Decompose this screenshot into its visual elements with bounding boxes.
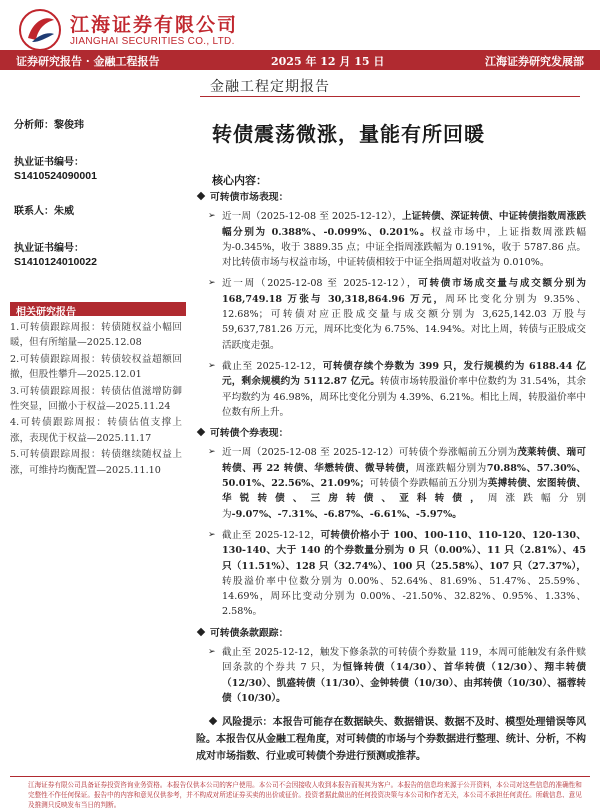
document-type: 金融工程定期报告 [210,79,330,95]
related-item[interactable]: 5.可转债跟踪周报：转债继续随权益上涨，可维持均衡配置—2025.11.10 [10,449,182,476]
diamond-bullet-icon [197,428,205,436]
text-run: 近一周（2025-12-08 至 2025-12-12）， [222,211,403,223]
doctype-divider [200,96,580,97]
section-heading-market: 可转债市场表现： [196,190,586,205]
bold-text-run: -9.07%、-7.31%、-6.87%、-6.61%、-5.97%。 [231,508,462,520]
arrow-bullet-icon: ➢ [208,278,216,289]
cert2-value: S1410124010022 [14,256,97,268]
text-run: 转债市场转股溢价率中位数约为 31.54%，其余平均数约为 46.98%，周环比变化分别为 4.39%、6.21%。相比上周，转股溢价率中位数有所上升。 [222,376,586,418]
bold-text-run: 可转债存续个券数为 399 只，发行规模约为 6188.44 亿元，剩余规模约为 5112.87 亿元。 [222,360,586,388]
cert1-value: S1410524090001 [14,170,97,182]
core-content-label: 核心内容： [212,174,267,187]
paragraph [196,209,586,270]
paragraph [196,359,586,420]
bold-text-run: 70.88%、57.30%、50.01%、22.56%、21.09%； [222,462,587,490]
related-item[interactable]: 1.可转债跟踪周报：转债随权益小幅回暖，但有所缩量—2025.12.08 [10,322,182,349]
section-heading-terms: 可转债条款跟踪： [196,626,586,641]
contact-label: 联系人：朱威 [14,206,74,217]
related-item[interactable]: 4.可转债跟踪周报：转债估值支撑上涨，表现优于权益—2025.11.17 [10,417,182,444]
company-name-en: JIANGHAI SECURITIES CO., LTD. [70,36,235,47]
footer-divider [10,776,590,777]
diamond-bullet-icon [197,627,205,635]
research-department: 江海证券研究发展部 [485,55,584,68]
arrow-bullet-icon: ➢ [208,211,216,222]
company-emblem-icon [18,8,62,52]
disclaimer-footer: 江海证券有限公司具备证券投资咨询业务资格。本报告仅供本公司的客户使用。本公司不会因接收人收到本报告而视其为客户。本报告的信息均来源于公开资料，本公司对这些信息的准确性和完整性不作任何保证。报告中的内容和意见仅供参考，并不构成对所述证券买卖的出价或征价。投资者据此做出的任何投资决策与本公司和作者无关，本公司不承担任何责任。所载信息、意见及推测只反映发布当日的判断。 [28,781,582,809]
report-category: 证券研究报告 · 金融工程报告 [16,55,160,68]
bold-text-run: 上证转债、深证转债、中证转债指数周涨跌幅分别为 0.388%、-0.099%、0.201%。 [222,211,586,238]
section-heading-bonds: 可转债个券表现： [196,426,586,441]
company-name-cn: 江海证券有限公司 [70,14,239,36]
text-run: 周涨跌幅分别为 [222,493,587,520]
analyst-label: 分析师：黎俊玮 [14,120,84,131]
company-logo [18,8,348,52]
paragraph [196,645,586,706]
analyst-info [14,116,186,268]
paragraph [196,445,586,521]
bold-text-run: 英搏转债、宏图转债、华锐转债、三房转债、亚科转债， [222,478,586,505]
text-run: 可转债个券跌幅前五分别为 [369,478,488,490]
related-research-title: 相关研究报告 [16,307,76,318]
arrow-bullet-icon: ➢ [208,647,216,658]
bold-text-run: 可转债价格小于 100、100-110、110-120、120-130、130-140、大于 140 的个券数量分别为 0 只（0.00%）、11 只（2.81%）、45 只（11.51%）、128 只（32.74%）、100 只（25.58%）、107 只（27.37%）， [222,529,586,572]
text-run: 周涨跌幅分别为 [415,462,487,474]
paragraph [196,276,586,352]
report-banner [0,50,600,70]
text-run: 周环比变化分别为 9.35%、12.68%；可转债对应正股成交量与成交额分别为 3,625,142.03 万股与 59,637,781.26 万元，周环比变化为 6.75%、14.94%。对比上周，转债与正股成交活跃度走强。 [222,293,586,351]
main-content [196,188,586,765]
arrow-bullet-icon: ➢ [208,529,216,540]
text-run: 截止至 2025-12-12， [222,529,321,541]
text-run: 转股溢价率中位数分别为 0.00%、52.64%、81.69%、51.47%、25.59%、14.69%，周环比变动分别为 0.00%、-21.50%、32.82%、0.95%、1.33%、2.58%。 [222,575,586,618]
related-item[interactable]: 3.可转债跟踪周报：转债估值滋增防御性突显，回撤小于权益—2025.11.24 [10,385,182,413]
text-run: 近一周（2025-12-08 至 2025-12-12）， [222,278,419,290]
text-run: 截止至 2025-12-12， [222,360,323,372]
related-research-list [10,320,182,479]
related-research-header [10,302,186,316]
related-item[interactable]: 2.可转债跟踪周报：转债较权益超额回撤，但股性攀升—2025.12.01 [10,353,182,381]
text-run: 近一周（2025-12-08 至 2025-12-12）可转债个券涨幅前五分别为 [222,447,518,459]
report-date: 2025 年 12 月 15 日 [271,55,385,68]
diamond-bullet-icon [209,717,217,725]
text-run: 截止至 2025-12-12，触发下修条款的可转债个券数量 119，本周可能触发有条件赎回条款的个券共 7 只，为 [222,647,586,674]
risk-disclosure: 风险提示：本报告可能存在数据缺失、数据错误、数据不及时、模型处理错误等风险。本报告仅从金融工程角度，对可转债的市场与个券数据进行整理、统计、分析，不构成对市场指数、行业或可转债个券进行预测或推荐。 [196,717,586,763]
report-title: 转债震荡微涨，量能有所回暖 [212,122,485,146]
cert1-label: 执业证书编号： [14,157,84,168]
bold-text-run: 茂莱转债、瑞可转债、再 22 转债、华懋转债、微导转债， [222,447,586,474]
arrow-bullet-icon: ➢ [208,360,216,371]
bold-text-run: 恒锋转债（14/30）、首华转债（12/30）、翔丰转债（12/30）、凯盛转债（11/30）、金钟转债（10/30）、由邦转债（10/30）、福蓉转债（10/30）。 [222,662,587,704]
diamond-bullet-icon [197,192,205,200]
cert2-label: 执业证书编号： [14,243,84,254]
arrow-bullet-icon: ➢ [208,447,216,458]
bold-text-run: 可转债市场成交量与成交额分别为 168,749.18 万张与 30,318,864.96 万元， [222,278,586,305]
paragraph [196,528,586,620]
text-run: 权益市场中，上证指数周涨跌幅为-0.345%，收于 3889.35 点；中证全指周涨跌幅为 0.191%，收于 5787.86 点。对比转债市场与权益市场，中证转债相较于中证全指周超对收益为 0.010%。 [222,226,587,269]
